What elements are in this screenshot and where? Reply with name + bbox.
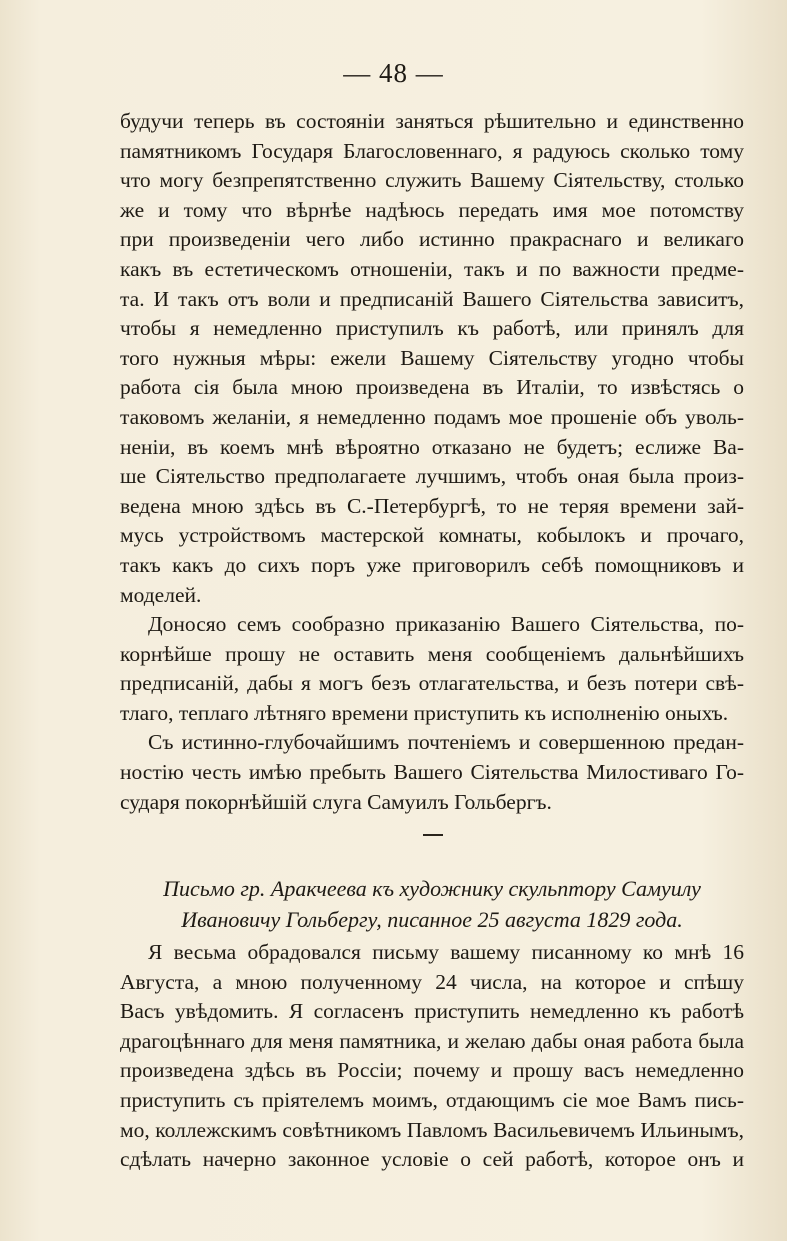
text-line: какъ въ естетическомъ отношеніи, такъ и по важности предме-	[120, 256, 744, 281]
paragraph	[120, 610, 744, 728]
paragraph	[120, 107, 744, 610]
text-line: корнѣйше прошу не оставить меня сообщеніемъ дальнѣйшихъ	[120, 641, 744, 666]
text-line: сдѣлать начерно законное условіе о сей работѣ, которое онъ и	[120, 1147, 744, 1172]
text-line: такъ какъ до сихъ поръ уже приговорилъ себѣ помощниковъ и	[120, 552, 744, 577]
heading-line: Ивановичу Гольбергу, писанное 25 августа 1829 года.	[181, 907, 683, 932]
text-line: ностію честь имѣю пребыть Вашего Сіятельства Милостиваго Го-	[120, 760, 744, 785]
text-line: Доносяо семъ сообразно приказанію Вашего Сіятельства, по-	[148, 612, 744, 637]
text-line: Августа, а мною полученному 24 числа, на которое и спѣшу	[120, 969, 744, 994]
text-line: ше Сіятельство предполагаете лучшимъ, чтобъ оная была произ-	[120, 464, 744, 489]
heading-line: Письмо гр. Аракчеева къ художнику скульптору Самуилу	[163, 876, 701, 901]
text-line: что могу безпрепятственно служить Вашему Сіятельству, столько	[120, 168, 744, 193]
text-line: приступить съ пріятелемъ моимъ, отдающимъ сіе мое Вамъ пись-	[120, 1087, 744, 1112]
text-line: произведена здѣсь въ Россіи; почему и прошу васъ немедленно	[120, 1058, 744, 1083]
text-line: же и тому что вѣрнѣе надѣюсь передать имя мое потомству	[120, 197, 744, 222]
text-line: Васъ увѣдомить. Я согласенъ приступить немедленно къ работѣ	[120, 999, 744, 1024]
letter-arakcheev	[120, 938, 744, 1175]
text-line: таковомъ желаніи, я немедленно подамъ мое прошеніе объ уволь-	[120, 404, 744, 429]
text-line: того нужныя мѣры: ежели Вашему Сіятельству угодно чтобы	[120, 345, 744, 370]
paragraph	[120, 938, 744, 1175]
text-line: Я весьма обрадовался письму вашему писанному ко мнѣ 16	[148, 940, 744, 964]
text-line: сударя покорнѣйшій слуга Самуилъ Гольбергъ.	[120, 789, 552, 814]
text-line: драгоцѣннаго для меня памятника, и желаю дабы оная работа была	[120, 1028, 744, 1053]
letter-goldberg	[120, 107, 744, 817]
text-line: предписаній, дабы я могъ безъ отлагательства, и безъ потери свѣ-	[120, 671, 744, 696]
letter-heading	[120, 873, 744, 935]
text-line: тлаго, теплаго лѣтняго времени приступить къ исполненію оныхъ.	[120, 700, 729, 725]
text-line: при произведеніи чего либо истинно пракраснаго и великаго	[120, 227, 744, 252]
section-divider	[423, 834, 443, 836]
text-line: чтобы я немедленно приступилъ къ работѣ, или принялъ для	[120, 316, 744, 341]
text-line: памятникомъ Государя Благословеннаго, я радуюсь сколько тому	[120, 138, 744, 163]
text-line: моделей.	[120, 582, 202, 607]
text-line: неніи, въ коемъ мнѣ вѣроятно отказано не будетъ; еслиже Ва-	[120, 434, 744, 459]
text-line: мусь устройствомъ мастерской комнаты, кобылокъ и прочаго,	[120, 523, 744, 548]
paragraph	[120, 728, 744, 817]
text-line: Съ истинно-глубочайшимъ почтеніемъ и совершенною предан-	[148, 730, 744, 755]
text-line: работа сія была мною произведена въ Италіи, то извѣстясь о	[120, 375, 744, 400]
text-line: мо, коллежскимъ совѣтникомъ Павломъ Васильевичемъ Ильинымъ,	[120, 1117, 744, 1142]
text-line: ведена мною здѣсь въ С.-Петербургѣ, то не теряя времени зай-	[120, 493, 744, 518]
text-line: будучи теперь въ состояніи заняться рѣшительно и единственно	[120, 109, 744, 133]
text-line: та. И такъ отъ воли и предписаній Вашего Сіятельства зависитъ,	[120, 286, 744, 311]
page-number: — 48 —	[343, 58, 444, 88]
